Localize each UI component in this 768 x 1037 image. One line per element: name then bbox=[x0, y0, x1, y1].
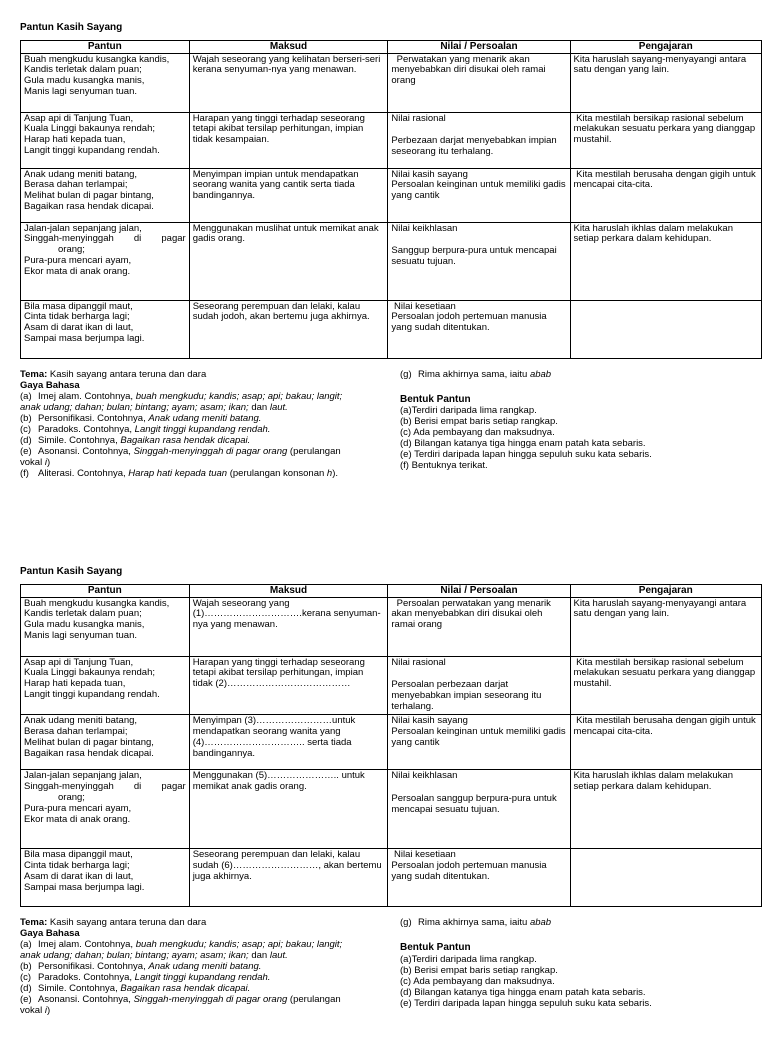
table-row bbox=[21, 656, 762, 715]
item-example: i bbox=[44, 1005, 47, 1017]
pantun-line: Kandis terletak dalam puan; bbox=[24, 608, 142, 620]
item-text: vokal bbox=[20, 1005, 45, 1017]
pantun-cell bbox=[21, 849, 190, 907]
item-example-2: laut. bbox=[269, 401, 288, 413]
pantun-line: Gula madu kusangka manis, bbox=[24, 75, 145, 87]
tema-line bbox=[20, 369, 380, 380]
item-label: (f) bbox=[20, 467, 29, 479]
tema-text: Kasih sayang antara teruna dan dara bbox=[47, 368, 207, 380]
pantun-line: Jalan-jalan sepanjang jalan, bbox=[24, 222, 142, 234]
pantun-line: Melihat bulan di pagar bintang, bbox=[24, 737, 154, 749]
pantun-line: Bagaikan rasa hendak dicapai. bbox=[24, 747, 154, 759]
gaya-bahasa-item bbox=[20, 435, 380, 446]
pengajaran-text: Kita haruslah ikhlas dalam melakukan setiap perkara dalam kehidupan. bbox=[573, 770, 736, 793]
table-row bbox=[21, 168, 762, 222]
pantun-line: Cinta tidak berharga lagi; bbox=[24, 311, 130, 323]
pengajaran-text: Kita haruslah ikhlas dalam melakukan setiap perkara dalam kehidupan. bbox=[573, 222, 736, 245]
item-text: Personifikasi. Contohnya, bbox=[38, 412, 149, 424]
nilai-text: Nilai rasional bbox=[391, 112, 446, 124]
pengajaran-cell bbox=[570, 715, 761, 770]
pantun-line: Langit tinggi kupandang rendah. bbox=[24, 145, 160, 157]
pantun-line: Asam di darat ikan di laut, bbox=[24, 871, 134, 883]
table-header-row bbox=[21, 41, 762, 54]
pengajaran-cell bbox=[570, 168, 761, 222]
tema-line bbox=[20, 917, 380, 928]
pantun-line: orang; bbox=[58, 244, 85, 256]
maksud-cell bbox=[189, 222, 388, 300]
table-row bbox=[21, 715, 762, 770]
pantun-cell bbox=[21, 300, 190, 358]
maksud-cell bbox=[189, 849, 388, 907]
pengajaran-text: Kita haruslah sayang-menyayangi antara satu dengan yang lain. bbox=[573, 597, 749, 620]
gaya-bahasa-item bbox=[20, 391, 380, 402]
table-row bbox=[21, 53, 762, 112]
gaya-bahasa-item bbox=[20, 446, 380, 457]
column-header: Maksud bbox=[189, 585, 388, 598]
bentuk-pantun-item: (e) Terdiri daripada lapan hingga sepuluh suku kata sebaris. bbox=[400, 997, 652, 1009]
pantun-line: Gula madu kusangka manis, bbox=[24, 619, 145, 631]
column-header: Nilai / Persoalan bbox=[388, 585, 570, 598]
pantun-table bbox=[20, 584, 762, 907]
bentuk-pantun-item: (c) Ada pembayang dan maksudnya. bbox=[400, 975, 555, 987]
gaya-bahasa-item bbox=[20, 950, 380, 961]
item-example: Langit tinggi kupandang rendah. bbox=[134, 972, 271, 984]
maksud-cell bbox=[189, 300, 388, 358]
bentuk-pantun-notes bbox=[400, 917, 760, 1009]
maksud-text: Harapan yang tinggi terhadap seseorang tetapi akibat tersilap perhitungan, impian tidak (2)………………………………… bbox=[192, 656, 368, 690]
pantun-table bbox=[20, 40, 762, 359]
rima-scheme: abab bbox=[529, 368, 552, 380]
nilai-cell bbox=[388, 53, 570, 112]
item-tail: (perulangan bbox=[287, 445, 341, 457]
pantun-line: Langit tinggi kupandang rendah. bbox=[24, 689, 160, 701]
item-tail: dan bbox=[248, 950, 270, 962]
item-text: Aliterasi. Contohnya, bbox=[38, 467, 129, 479]
gaya-bahasa-notes bbox=[20, 917, 380, 1016]
item-label: (b) bbox=[20, 412, 32, 424]
pantun-line: Pura-pura mencari ayam, bbox=[24, 802, 132, 814]
pantun-line: Asap api di Tanjung Tuan, bbox=[24, 656, 134, 668]
pantun-cell bbox=[21, 168, 190, 222]
pantun-line: Anak udang meniti batang, bbox=[24, 715, 138, 727]
pantun-cell bbox=[21, 656, 190, 715]
nilai-text: Perbezaan darjat menyebabkan impian seseorang itu terhalang. bbox=[391, 135, 560, 158]
item-label: (d) bbox=[20, 983, 32, 995]
pengajaran-cell bbox=[570, 300, 761, 358]
item-example: anak udang; dahan; bulan; bintang; ayam; asam; ikan; bbox=[20, 401, 249, 413]
pantun-cell bbox=[21, 715, 190, 770]
bentuk-pantun-title: Bentuk Pantun bbox=[400, 393, 471, 405]
gaya-bahasa-item bbox=[20, 468, 380, 479]
item-tail: ) bbox=[46, 1005, 51, 1017]
column-header: Pantun bbox=[21, 585, 190, 598]
table-row bbox=[21, 300, 762, 358]
item-example: Harap hati kepada tuan bbox=[128, 467, 228, 479]
notes-area bbox=[20, 917, 762, 1037]
nilai-text: Persoalan perwatakan yang menarik akan menyebabkan diri disukai oleh ramai orang bbox=[391, 597, 554, 631]
nilai-cell bbox=[388, 849, 570, 907]
item-text: Paradoks. Contohnya, bbox=[38, 972, 135, 984]
pantun-line: Sampai masa berjumpa lagi. bbox=[24, 333, 145, 345]
pantun-cell bbox=[21, 770, 190, 849]
bentuk-pantun-notes bbox=[400, 369, 760, 472]
nilai-text: Persoalan perbezaan darjat menyebabkan impian seseorang itu terhalang. bbox=[391, 679, 545, 713]
pantun-line: Harap hati kepada tuan, bbox=[24, 134, 126, 146]
maksud-text: Menyimpan (3)……………………untuk mendapatkan seorang wanita yang (4)………………………….. serta tiada bandingannya. bbox=[192, 715, 358, 759]
maksud-cell bbox=[189, 715, 388, 770]
table-row bbox=[21, 112, 762, 168]
item-tail: (perulangan bbox=[287, 994, 341, 1006]
maksud-cell bbox=[189, 53, 388, 112]
item-example: buah mengkudu; kandis; asap; api; bakau; langit; bbox=[135, 390, 343, 402]
pantun-line: Buah mengkudu kusangka kandis, bbox=[24, 597, 170, 609]
pantun-line: Jalan-jalan sepanjang jalan, bbox=[24, 770, 142, 782]
rima-text: Rima akhirnya sama, iaitu bbox=[418, 917, 530, 929]
item-example: Singgah-menyinggah di pagar orang bbox=[133, 445, 288, 457]
nilai-text: Nilai keikhlasan bbox=[391, 770, 458, 782]
pantun-line: Harap hati kepada tuan, bbox=[24, 678, 126, 690]
pantun-line: Buah mengkudu kusangka kandis, bbox=[24, 53, 170, 65]
column-header: Pantun bbox=[21, 41, 190, 54]
tema-label: Tema: bbox=[20, 368, 48, 380]
gaya-bahasa-item bbox=[20, 939, 380, 950]
pantun-line: Berasa dahan terlampai; bbox=[24, 726, 128, 738]
pantun-line: Pura-pura mencari ayam, bbox=[24, 255, 132, 267]
item-label: (e) bbox=[20, 994, 32, 1006]
bentuk-pantun-item: (d) Bilangan katanya tiga hingga enam patah kata sebaris. bbox=[400, 986, 646, 998]
item-example-2: laut. bbox=[269, 950, 288, 962]
bentuk-pantun-item: (c) Ada pembayang dan maksudnya. bbox=[400, 427, 555, 438]
gaya-bahasa-notes bbox=[20, 369, 380, 479]
item-label: (a) bbox=[20, 939, 32, 951]
pantun-line: Singgah-menyinggah di pagar bbox=[24, 781, 186, 793]
nilai-text: Nilai rasional bbox=[391, 656, 446, 668]
nilai-text: Nilai kasih sayang Persoalan keinginan untuk memiliki gadis yang cantik bbox=[391, 715, 566, 749]
item-example: anak udang; dahan; bulan; bintang; ayam; asam; ikan; bbox=[20, 950, 249, 962]
pantun-line: Bagaikan rasa hendak dicapai. bbox=[24, 201, 154, 213]
item-example: Anak udang meniti batang. bbox=[148, 961, 262, 973]
worksheet-section-1 bbox=[20, 22, 762, 489]
maksud-text: Menyimpan impian untuk mendapatkan seorang wanita yang cantik serta tiada bandingannya. bbox=[192, 168, 362, 202]
item-tail: (perulangan konsonan bbox=[227, 467, 327, 479]
nilai-cell bbox=[388, 656, 570, 715]
maksud-text: Seseorang perempuan dan lelaki, kalau sudah (6)………………………, akan bertemu juga akhirnya. bbox=[192, 849, 385, 883]
pengajaran-text: Kita mestilah berusaha dengan gigih untuk mencapai cita-cita. bbox=[573, 715, 759, 738]
rima-text: Rima akhirnya sama, iaitu bbox=[418, 368, 530, 380]
item-text: Asonansi. Contohnya, bbox=[38, 994, 134, 1006]
pantun-line: Ekor mata di anak orang. bbox=[24, 813, 131, 825]
maksud-text: Harapan yang tinggi terhadap seseorang tetapi akibat tersilap perhitungan, impian tidak kesampaian. bbox=[192, 112, 368, 146]
pantun-cell bbox=[21, 53, 190, 112]
gaya-bahasa-item bbox=[20, 1005, 380, 1016]
bentuk-pantun-title: Bentuk Pantun bbox=[400, 942, 471, 954]
pantun-line: Kuala Linggi bakaunya rendah; bbox=[24, 123, 155, 135]
pengajaran-cell bbox=[570, 112, 761, 168]
table-row bbox=[21, 770, 762, 849]
pengajaran-cell bbox=[570, 770, 761, 849]
item-label: (e) bbox=[20, 445, 32, 457]
item-text: Personifikasi. Contohnya, bbox=[38, 961, 149, 973]
pantun-cell bbox=[21, 112, 190, 168]
pantun-line: Manis lagi senyuman tuan. bbox=[24, 86, 138, 98]
item-tail-2: ). bbox=[332, 467, 339, 479]
pengajaran-text: Kita mestilah bersikap rasional sebelum melakukan sesuatu perkara yang dianggap mustahil. bbox=[573, 112, 758, 146]
item-text: vokal bbox=[20, 456, 45, 468]
pantun-cell bbox=[21, 597, 190, 656]
nilai-text: Sanggup berpura-pura untuk mencapai sesuatu tujuan. bbox=[391, 245, 560, 268]
nilai-text: Nilai kasih sayang Persoalan keinginan untuk memiliki gadis yang cantik bbox=[391, 168, 566, 202]
table-row bbox=[21, 222, 762, 300]
item-example: buah mengkudu; kandis; asap; api; bakau; langit; bbox=[135, 939, 343, 951]
pantun-line: Bila masa dipanggil maut, bbox=[24, 849, 133, 861]
bentuk-pantun-item: (b) Berisi empat baris setiap rangkap. bbox=[400, 964, 558, 976]
nilai-text: Nilai kesetiaan Persoalan jodoh pertemuan manusia yang sudah ditentukan. bbox=[391, 849, 547, 883]
nilai-cell bbox=[388, 112, 570, 168]
item-example: Anak udang meniti batang. bbox=[148, 412, 262, 424]
maksud-cell bbox=[189, 597, 388, 656]
item-label: (a) bbox=[20, 390, 32, 402]
gaya-bahasa-item bbox=[20, 424, 380, 435]
bentuk-pantun-item: (a)Terdiri daripada lima rangkap. bbox=[400, 405, 537, 416]
pengajaran-text: Kita mestilah bersikap rasional sebelum melakukan sesuatu perkara yang dianggap mustahil. bbox=[573, 656, 758, 690]
maksud-text: Menggunakan muslihat untuk memikat anak gadis orang. bbox=[192, 222, 382, 245]
pantun-line: Bila masa dipanggil maut, bbox=[24, 300, 133, 312]
pantun-line: Sampai masa berjumpa lagi. bbox=[24, 881, 145, 893]
gaya-bahasa-title: Gaya Bahasa bbox=[20, 928, 80, 940]
item-tail: ) bbox=[46, 456, 51, 468]
item-example: Singgah-menyinggah di pagar orang bbox=[133, 994, 288, 1006]
maksud-cell bbox=[189, 770, 388, 849]
item-label: (c) bbox=[20, 423, 32, 435]
pantun-line: Kuala Linggi bakaunya rendah; bbox=[24, 667, 155, 679]
pantun-line: Manis lagi senyuman tuan. bbox=[24, 630, 138, 642]
pengajaran-text: Kita haruslah sayang-menyayangi antara satu dengan yang lain. bbox=[573, 53, 749, 76]
pengajaran-cell bbox=[570, 656, 761, 715]
item-example: Bagaikan rasa hendak dicapai. bbox=[120, 983, 251, 995]
column-header: Nilai / Persoalan bbox=[388, 41, 570, 54]
nilai-cell bbox=[388, 222, 570, 300]
item-text: Imej alam. Contohnya, bbox=[38, 939, 136, 951]
table-row bbox=[21, 597, 762, 656]
maksud-text: Wajah seseorang yang kelihatan berseri-seri kerana senyuman-nya yang menawan. bbox=[192, 53, 383, 76]
maksud-cell bbox=[189, 656, 388, 715]
rima-line bbox=[400, 369, 760, 380]
item-example-2: h bbox=[326, 467, 333, 479]
rima-scheme: abab bbox=[529, 917, 552, 929]
pengajaran-cell bbox=[570, 222, 761, 300]
nilai-cell bbox=[388, 770, 570, 849]
nilai-cell bbox=[388, 597, 570, 656]
bentuk-pantun-item: (d) Bilangan katanya tiga hingga enam patah kata sebaris. bbox=[400, 438, 646, 449]
tema-label: Tema: bbox=[20, 917, 48, 929]
item-example: Bagaikan rasa hendak dicapai. bbox=[120, 434, 251, 446]
pengajaran-text: Kita mestilah berusaha dengan gigih untuk mencapai cita-cita. bbox=[573, 168, 759, 191]
item-label: (b) bbox=[20, 961, 32, 973]
pantun-line: Singgah-menyinggah di pagar bbox=[24, 233, 186, 245]
column-header: Pengajaran bbox=[570, 585, 761, 598]
bentuk-pantun-item: (f) Bentuknya terikat. bbox=[400, 460, 488, 471]
bentuk-pantun-item: (a)Terdiri daripada lima rangkap. bbox=[400, 953, 537, 965]
pengajaran-cell bbox=[570, 53, 761, 112]
pantun-line: Kandis terletak dalam puan; bbox=[24, 64, 142, 76]
gaya-bahasa-item bbox=[20, 972, 380, 983]
maksud-cell bbox=[189, 168, 388, 222]
worksheet-section-2 bbox=[20, 566, 762, 1037]
item-label: (g) bbox=[400, 368, 412, 380]
item-example: Langit tinggi kupandang rendah. bbox=[134, 423, 271, 435]
item-tail: dan bbox=[248, 401, 270, 413]
item-label: (g) bbox=[400, 917, 412, 929]
rima-line bbox=[400, 917, 760, 928]
item-text: Simile. Contohnya, bbox=[38, 434, 121, 446]
section-title: Pantun Kasih Sayang bbox=[20, 566, 123, 577]
item-text: Imej alam. Contohnya, bbox=[38, 390, 136, 402]
gaya-bahasa-item bbox=[20, 402, 380, 413]
maksud-text: Seseorang perempuan dan lelaki, kalau sudah jodoh, akan bertemu juga akhirnya. bbox=[192, 300, 370, 323]
table-header-row bbox=[21, 585, 762, 598]
pantun-line: Melihat bulan di pagar bintang, bbox=[24, 190, 154, 202]
gaya-bahasa-item bbox=[20, 457, 380, 468]
notes-area bbox=[20, 369, 762, 489]
table-row bbox=[21, 849, 762, 907]
item-example: i bbox=[44, 456, 47, 468]
section-title: Pantun Kasih Sayang bbox=[20, 22, 123, 33]
pantun-cell bbox=[21, 222, 190, 300]
item-label: (d) bbox=[20, 434, 32, 446]
pantun-line: Asam di darat ikan di laut, bbox=[24, 322, 134, 334]
bentuk-pantun-item: (b) Berisi empat baris setiap rangkap. bbox=[400, 416, 558, 427]
nilai-cell bbox=[388, 300, 570, 358]
gaya-bahasa-title: Gaya Bahasa bbox=[20, 379, 80, 391]
bentuk-pantun-item: (e) Terdiri daripada lapan hingga sepuluh suku kata sebaris. bbox=[400, 449, 652, 460]
pantun-line: Ekor mata di anak orang. bbox=[24, 266, 131, 278]
pengajaran-cell bbox=[570, 597, 761, 656]
item-label: (c) bbox=[20, 972, 32, 984]
pantun-line: Asap api di Tanjung Tuan, bbox=[24, 112, 134, 124]
item-text: Asonansi. Contohnya, bbox=[38, 445, 134, 457]
nilai-text: Persoalan sanggup berpura-pura untuk mencapai sesuatu tujuan. bbox=[391, 793, 560, 816]
nilai-cell bbox=[388, 715, 570, 770]
nilai-cell bbox=[388, 168, 570, 222]
nilai-text: Perwatakan yang menarik akan menyebabkan diri disukai oleh ramai orang bbox=[391, 53, 549, 87]
gaya-bahasa-item bbox=[20, 961, 380, 972]
gaya-bahasa-item bbox=[20, 413, 380, 424]
pantun-line: Anak udang meniti batang, bbox=[24, 168, 138, 180]
gaya-bahasa-item bbox=[20, 994, 380, 1005]
maksud-text: Menggunakan (5)………………….. untuk memikat anak gadis orang. bbox=[192, 770, 368, 793]
pengajaran-cell bbox=[570, 849, 761, 907]
maksud-cell bbox=[189, 112, 388, 168]
pantun-line: orang; bbox=[58, 792, 85, 804]
item-text: Paradoks. Contohnya, bbox=[38, 423, 135, 435]
pantun-line: Cinta tidak berharga lagi; bbox=[24, 860, 130, 872]
tema-text: Kasih sayang antara teruna dan dara bbox=[47, 917, 207, 929]
column-header: Pengajaran bbox=[570, 41, 761, 54]
nilai-text: Nilai keikhlasan bbox=[391, 222, 458, 234]
column-header: Maksud bbox=[189, 41, 388, 54]
pantun-line: Berasa dahan terlampai; bbox=[24, 179, 128, 191]
maksud-text: Wajah seseorang yang (1)………………………….kerana senyuman-nya yang menawan. bbox=[192, 597, 381, 631]
gaya-bahasa-item bbox=[20, 983, 380, 994]
item-text: Simile. Contohnya, bbox=[38, 983, 121, 995]
nilai-text: Nilai kesetiaan Persoalan jodoh pertemuan manusia yang sudah ditentukan. bbox=[391, 300, 547, 334]
